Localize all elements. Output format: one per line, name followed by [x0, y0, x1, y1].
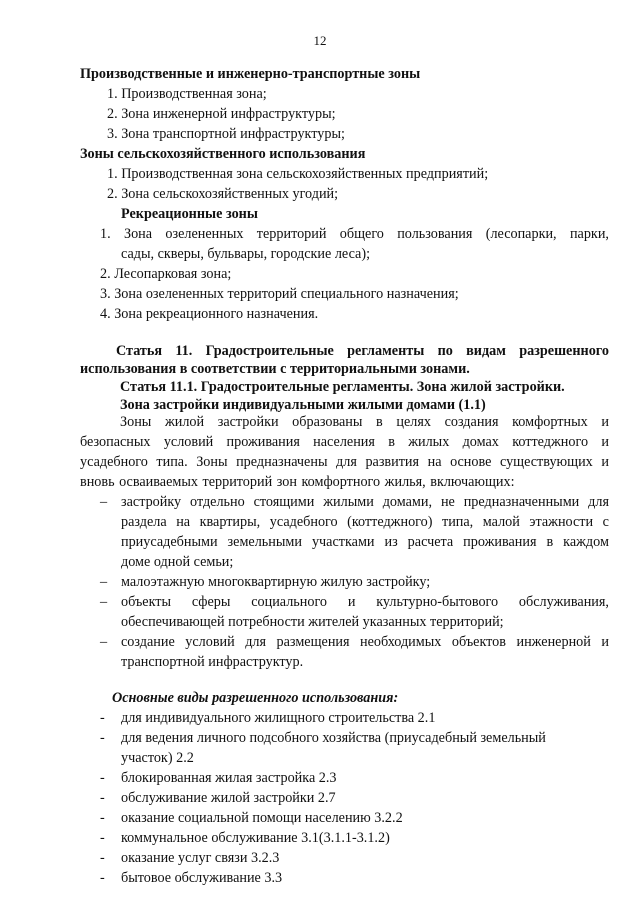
permitted-item-1: для индивидуального жилищного строительства 2.1 [121, 710, 436, 726]
dash-bullet-3: – [100, 594, 108, 610]
permitted-item-7: оказание услуг связи 3.2.3 [121, 850, 280, 866]
dash-bullet-1: – [100, 494, 108, 510]
dash-item-1-line-1: застройку отдельно стоящими жилыми домами, не предназначенными для [121, 494, 609, 510]
article-11-title-line-1: Статья 11. Градостроительные регламенты по видам разрешенного [116, 343, 609, 359]
paragraph-line-1: Зоны жилой застройки образованы в целях создания комфортных и [120, 414, 609, 430]
paragraph-line-3: усадебного типа. Зоны предназначены для развития на основе существующих и [80, 454, 609, 470]
dash-bullet-2: – [100, 574, 108, 590]
permitted-use-heading: Основные виды разрешенного использования: [112, 690, 399, 706]
dash-item-1-line-4: доме одной семьи; [121, 554, 234, 570]
permitted-bullet-3: - [100, 770, 105, 786]
recreation-item-1-line-1: 1. Зона озелененных территорий общего пользования (лесопарки, парки, [100, 226, 609, 242]
dash-item-2: малоэтажную многоквартирную жилую застройку; [121, 574, 431, 590]
recreation-item-3: 3. Зона озелененных территорий специального назначения; [100, 286, 459, 302]
paragraph-line-4: вновь осваиваемых территорий зон комфортного жилья, включающих: [80, 474, 515, 490]
dash-bullet-4: – [100, 634, 108, 650]
production-item-3: 3. Зона транспортной инфраструктуры; [107, 126, 345, 142]
production-zones-heading: Производственные и инженерно-транспортные зоны [80, 66, 421, 82]
permitted-bullet-5: - [100, 810, 105, 826]
dash-item-1-line-3: приусадебными земельными участками из расчета проживания в каждом [121, 534, 609, 550]
permitted-item-2-cont: участок) 2.2 [121, 750, 194, 766]
permitted-item-5: оказание социальной помощи населению 3.2.2 [121, 810, 403, 826]
permitted-item-2: для ведения личного подсобного хозяйства (приусадебный земельный [121, 730, 546, 746]
permitted-item-6: коммунальное обслуживание 3.1(3.1.1-3.1.2) [121, 830, 390, 846]
recreation-item-1-line-2: сады, скверы, бульвары, городские леса); [121, 246, 371, 262]
agri-item-2: 2. Зона сельскохозяйственных угодий; [107, 186, 339, 202]
permitted-item-8: бытовое обслуживание 3.3 [121, 870, 283, 886]
paragraph-line-2: безопасных условий проживания населения в жилых домах коттеджного и [80, 434, 609, 450]
permitted-bullet-2: - [100, 730, 105, 746]
dash-item-1-line-2: раздела на квартиры, усадебного (коттеджного) типа, малой этажности с [121, 514, 609, 530]
production-item-1: 1. Производственная зона; [107, 86, 267, 102]
recreation-item-2: 2. Лесопарковая зона; [100, 266, 232, 282]
page-number: 12 [313, 33, 327, 48]
permitted-bullet-8: - [100, 870, 105, 886]
recreation-zones-heading: Рекреационные зоны [121, 206, 258, 222]
permitted-item-3: блокированная жилая застройка 2.3 [121, 770, 337, 786]
permitted-bullet-1: - [100, 710, 105, 726]
dash-item-3-line-1: объекты сферы социального и культурно-бытового обслуживания, [121, 594, 609, 610]
production-item-2: 2. Зона инженерной инфраструктуры; [107, 106, 336, 122]
article-11-title-line-2: использования в соответствии с территориальными зонами. [80, 361, 470, 377]
dash-item-4-line-1: создание условий для размещения необходимых объектов инженерной и [121, 634, 609, 650]
permitted-bullet-4: - [100, 790, 105, 806]
agri-zones-heading: Зоны сельскохозяйственного использования [80, 146, 366, 162]
dash-item-3-line-2: обеспечивающей потребности жителей указанных территорий; [121, 614, 504, 630]
agri-item-1: 1. Производственная зона сельскохозяйственных предприятий; [107, 166, 489, 182]
dash-item-4-line-2: транспортной инфраструктур. [121, 654, 304, 670]
permitted-bullet-6: - [100, 830, 105, 846]
permitted-item-4: обслуживание жилой застройки 2.7 [121, 790, 336, 806]
article-11-1-title: Статья 11.1. Градостроительные регламенты. Зона жилой застройки. [120, 379, 565, 395]
permitted-bullet-7: - [100, 850, 105, 866]
residential-zone-title: Зона застройки индивидуальными жилыми домами (1.1) [120, 397, 486, 413]
recreation-item-4: 4. Зона рекреационного назначения. [100, 306, 319, 322]
